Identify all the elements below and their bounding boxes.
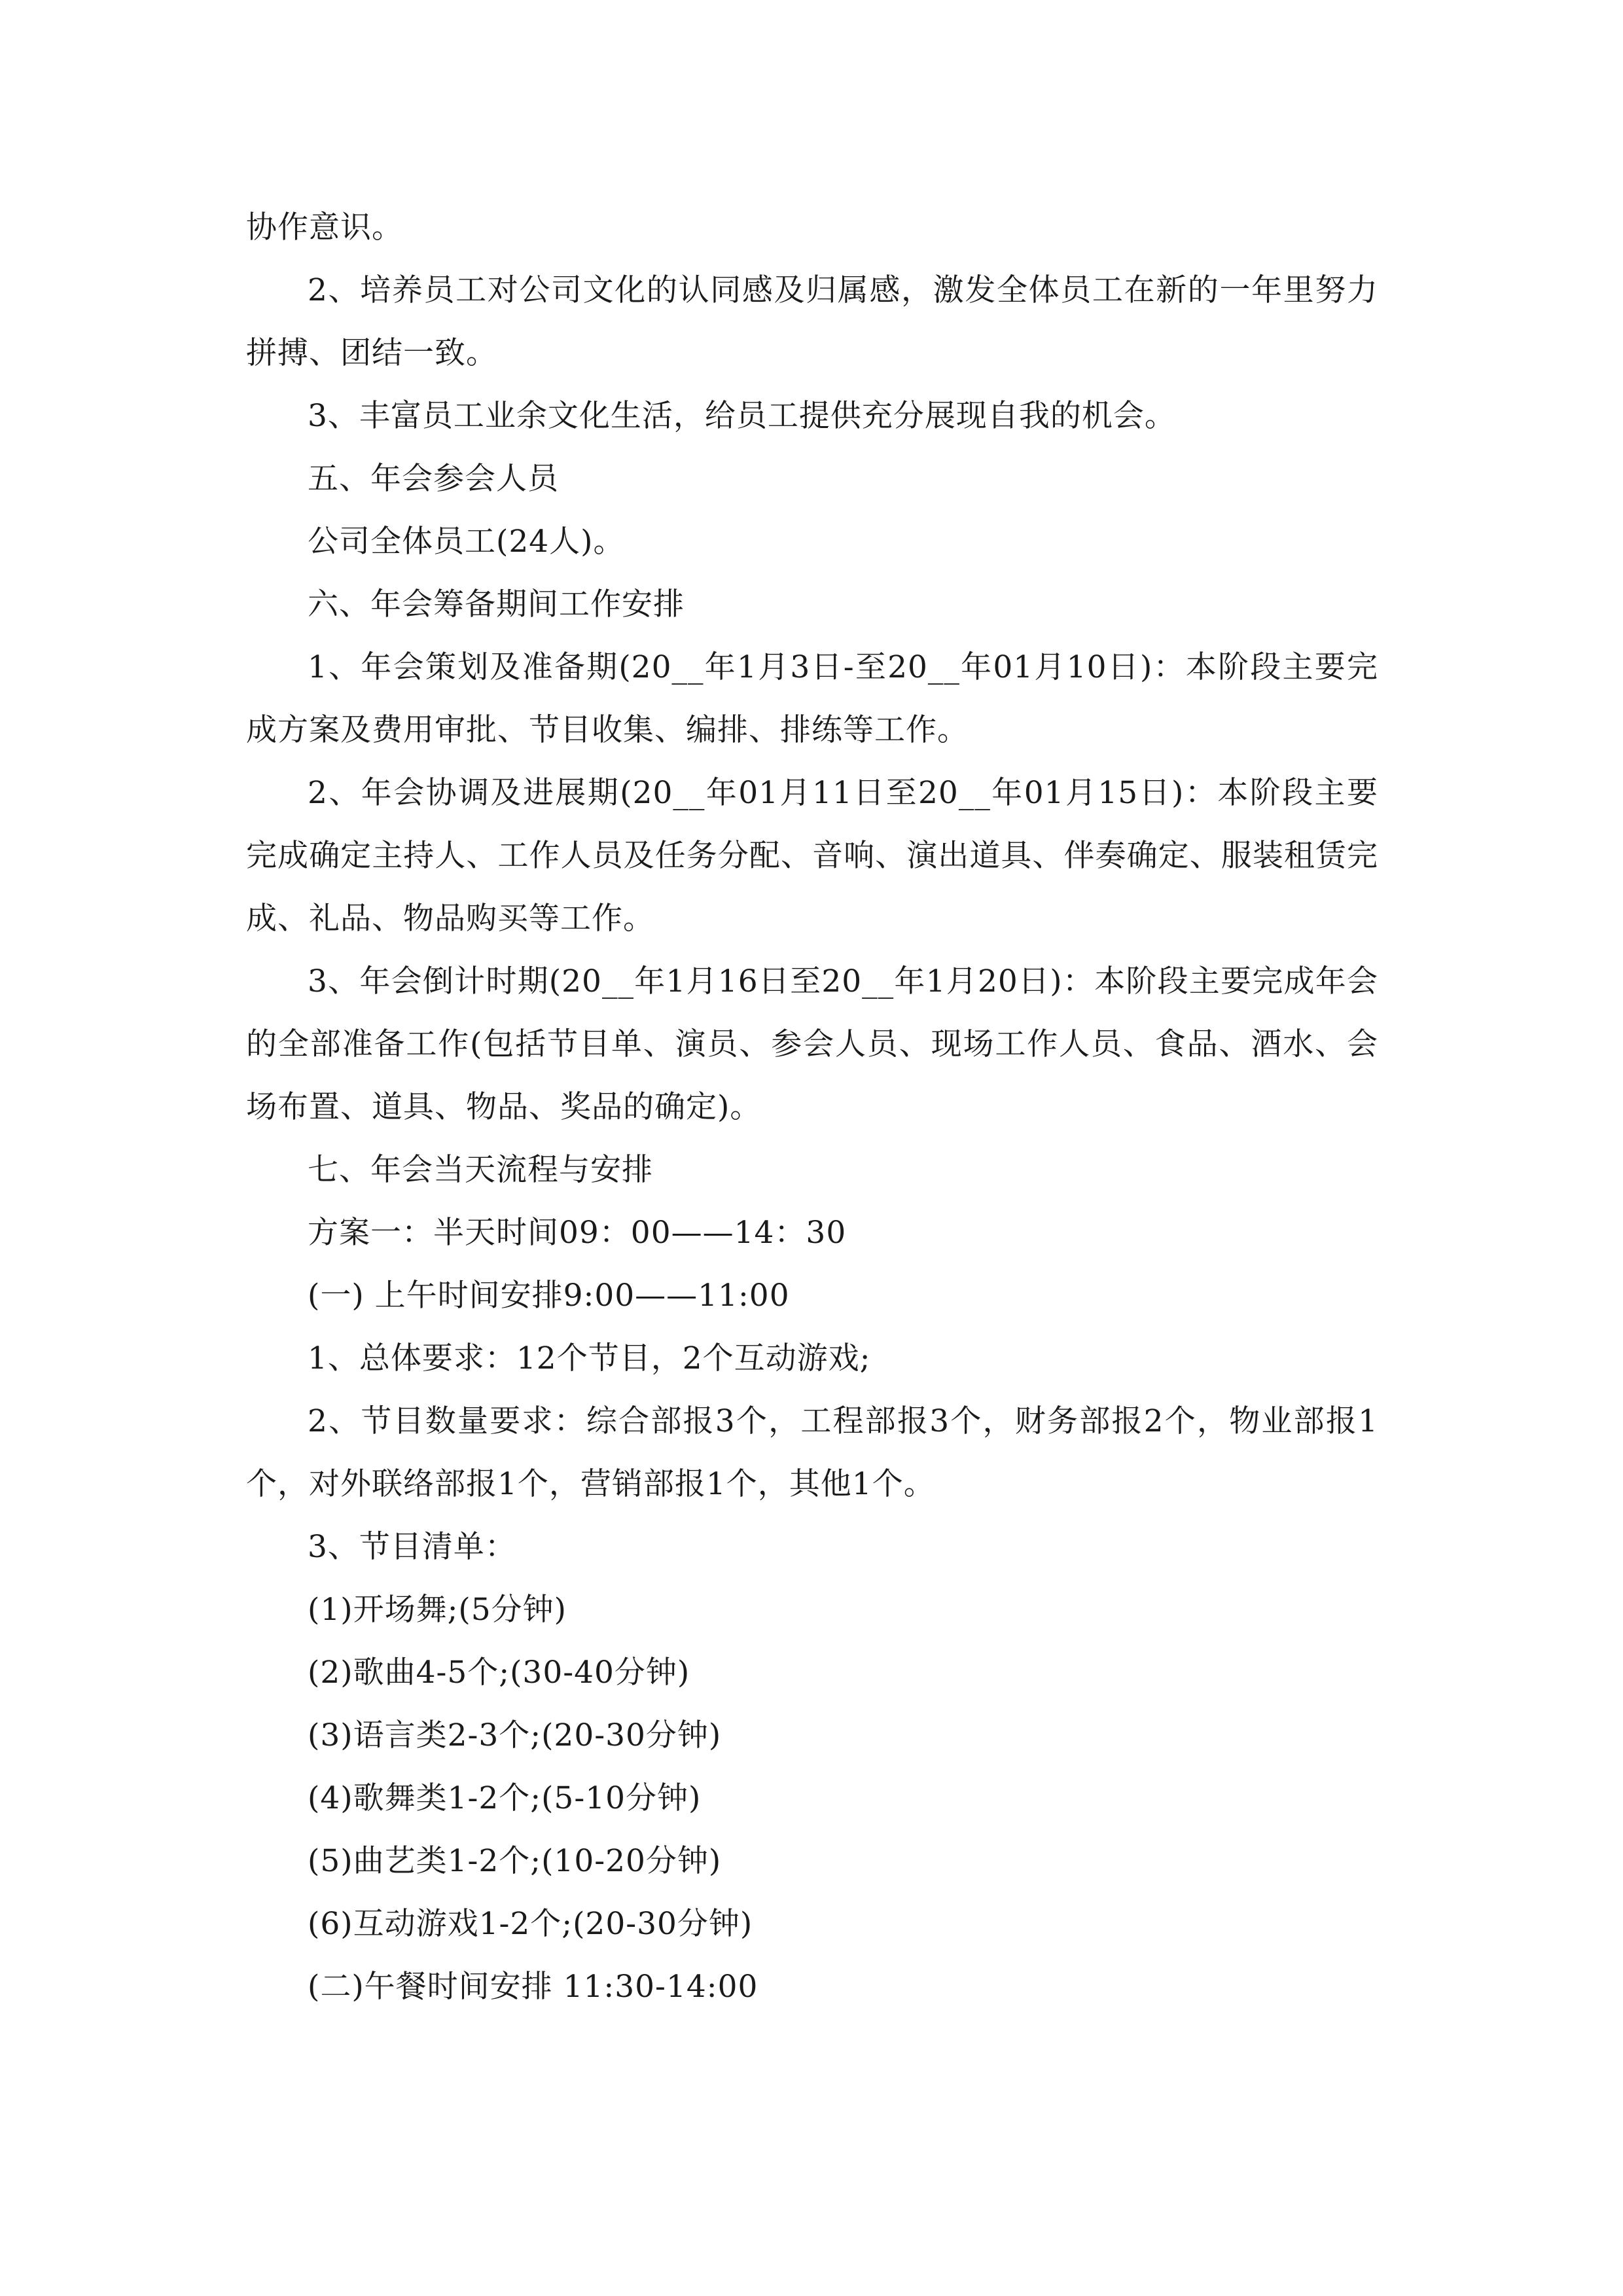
program-item-3: (3)语言类2-3个;(20-30分钟) [308,1717,722,1753]
paragraph-continuation: 协作意识。 [246,209,403,245]
program-item-2: (2)歌曲4-5个;(30-40分钟) [308,1655,690,1691]
subheading-lunch: (二)午餐时间安排 11:30-14:00 [308,1969,758,2005]
paragraph-plan-one: 方案一：半天时间09：00——14：30 [308,1215,847,1251]
paragraph-prep-phase-2: 2、年会协调及进展期(20__年01月11日至20__年01月15日)：本阶段主要完成确定主持人、工作人员及任务分配、音响、演出道具、伴奏确定、服装租赁完成、礼品、物品购买等工作。 [246,775,1378,937]
program-item-6: (6)互动游戏1-2个;(20-30分钟) [308,1906,753,1942]
section-heading-preparation: 六、年会筹备期间工作安排 [308,586,685,622]
paragraph-requirement-2: 2、节目数量要求：综合部报3个，工程部报3个，财务部报2个，物业部报1个，对外联络部报1个，营销部报1个，其他1个。 [246,1403,1378,1502]
document-body [246,196,1378,2018]
paragraph-program-list-heading: 3、节目清单： [308,1529,516,1565]
paragraph-requirement-1: 1、总体要求：12个节目，2个互动游戏; [308,1340,871,1376]
section-heading-attendees: 五、年会参会人员 [308,461,559,497]
paragraph-goal-2: 2、培养员工对公司文化的认同感及归属感，激发全体员工在新的一年里努力拼搏、团结一致。 [246,272,1378,371]
paragraph-prep-phase-3: 3、年会倒计时期(20__年1月16日至20__年1月20日)：本阶段主要完成年会的全部准备工作(包括节目单、演员、参会人员、现场工作人员、食品、酒水、会场布置、道具、物品、奖品的确定)。 [246,963,1378,1125]
program-item-1: (1)开场舞;(5分钟) [308,1592,567,1628]
paragraph-goal-3: 3、丰富员工业余文化生活，给员工提供充分展现自我的机会。 [308,398,1176,434]
paragraph-prep-phase-1: 1、年会策划及准备期(20__年1月3日-至20__年01月10日)：本阶段主要完成方案及费用审批、节目收集、编排、排练等工作。 [246,649,1378,748]
program-item-4: (4)歌舞类1-2个;(5-10分钟) [308,1780,702,1816]
subheading-morning: (一) 上午时间安排9:00——11:00 [308,1278,790,1314]
paragraph-attendees: 公司全体员工(24人)。 [308,524,625,560]
program-item-5: (5)曲艺类1-2个;(10-20分钟) [308,1843,722,1879]
section-heading-schedule: 七、年会当天流程与安排 [308,1152,653,1188]
